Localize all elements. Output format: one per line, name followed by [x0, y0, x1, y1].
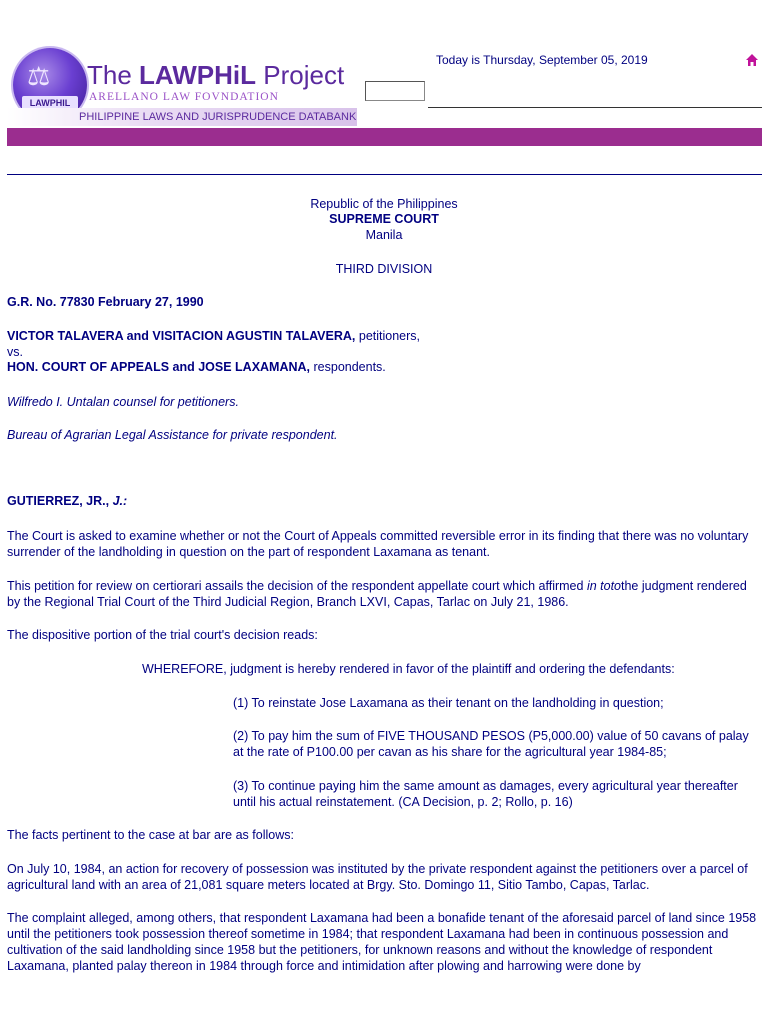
caption-court: SUPREME COURT	[329, 212, 439, 226]
search-input[interactable]	[365, 81, 425, 101]
logo-tag: LAWPHIL	[22, 96, 78, 110]
nav-bar	[7, 128, 762, 146]
caption-city: Manila	[365, 228, 403, 242]
paragraph-facts-intro: The facts pertinent to the case at bar are as follows:	[7, 828, 294, 842]
caption-division: THIRD DIVISION	[335, 262, 433, 276]
scales-of-justice-icon: ⚖	[27, 62, 51, 92]
today-date: Today is Thursday, September 05, 2019	[436, 53, 648, 67]
paragraph-action: On July 10, 1984, an action for recovery of possession was instituted by the private respondent against the petitioners over a parcel of agricultural land with an area of 21,081 square meters located at Brgy. Sto. Domingo 11, Sitio Tambo, Capas, Tarlac.	[7, 862, 748, 892]
header-divider	[428, 107, 762, 108]
respondents: HON. COURT OF APPEALS and JOSE LAXAMANA, respondents.	[7, 360, 386, 374]
ponente: GUTIERREZ, JR., J.:	[7, 494, 128, 508]
databank-tagline: PHILIPPINE LAWS AND JURISPRUDENCE DATABANK	[7, 108, 357, 126]
horizontal-rule	[7, 174, 762, 175]
paragraph-dispositive-intro: The dispositive portion of the trial court's decision reads:	[7, 628, 318, 642]
paragraph-issue: The Court is asked to examine whether or not the Court of Appeals committed reversible error in its finding that there was no voluntary surrender of the landholding in question on the part of respondent Laxamana as tenant.	[7, 529, 749, 559]
counsel-respondent: Bureau of Agrarian Legal Assistance for private respondent.	[7, 428, 338, 442]
petitioners: VICTOR TALAVERA and VISITACION AGUSTIN TALAVERA, petitioners,	[7, 329, 421, 343]
paragraph-petition: This petition for review on certiorari assails the decision of the respondent appellate court which affirmed in totothe judgment rendered by the Regional Trial Court of the Third Judicial Region, Branch LXVI, Capas, Tarlac on July 21, 1986.	[7, 579, 747, 609]
counsel-petitioners: Wilfredo I. Untalan counsel for petitioners.	[7, 395, 239, 409]
case-number: G.R. No. 77830 February 27, 1990	[7, 295, 204, 309]
quote-wherefore: WHEREFORE, judgment is hereby rendered in favor of the plaintiff and ordering the defendants:	[142, 662, 675, 676]
versus: vs.	[7, 345, 23, 359]
brand-title: The LAWPHiL Project	[87, 60, 345, 90]
foundation-name: ARELLANO LAW FOVNDATION	[89, 91, 279, 103]
quote-item-3: (3) To continue paying him the same amount as damages, every agricultural year thereafter until his actual reinstatement. (CA Decision, p. 2; Rollo, p. 16)	[233, 779, 738, 809]
home-icon[interactable]	[745, 53, 759, 67]
paragraph-complaint: The complaint alleged, among others, that respondent Laxamana had been a bonafide tenant of the aforesaid parcel of land since 1958 until the petitioners took possession thereof sometime in 1984; that respondent Laxamana had been in continuous possession and cultivation of the said landholding since 1958 but the petitioners, for unknown reasons and without the knowledge of respondent Laxamana, planted palay thereon in 1984 through force and intimidation after plowing and harrowing were done by	[7, 911, 757, 973]
quote-item-2: (2) To pay him the sum of FIVE THOUSAND PESOS (P5,000.00) value of 50 cavans of palay at the rate of P100.00 per cavan as his share for the agricultural year 1984-85;	[233, 729, 749, 759]
quote-item-1: (1) To reinstate Jose Laxamana as their tenant on the landholding in question;	[233, 696, 664, 710]
caption-republic: Republic of the Philippines	[310, 197, 458, 211]
